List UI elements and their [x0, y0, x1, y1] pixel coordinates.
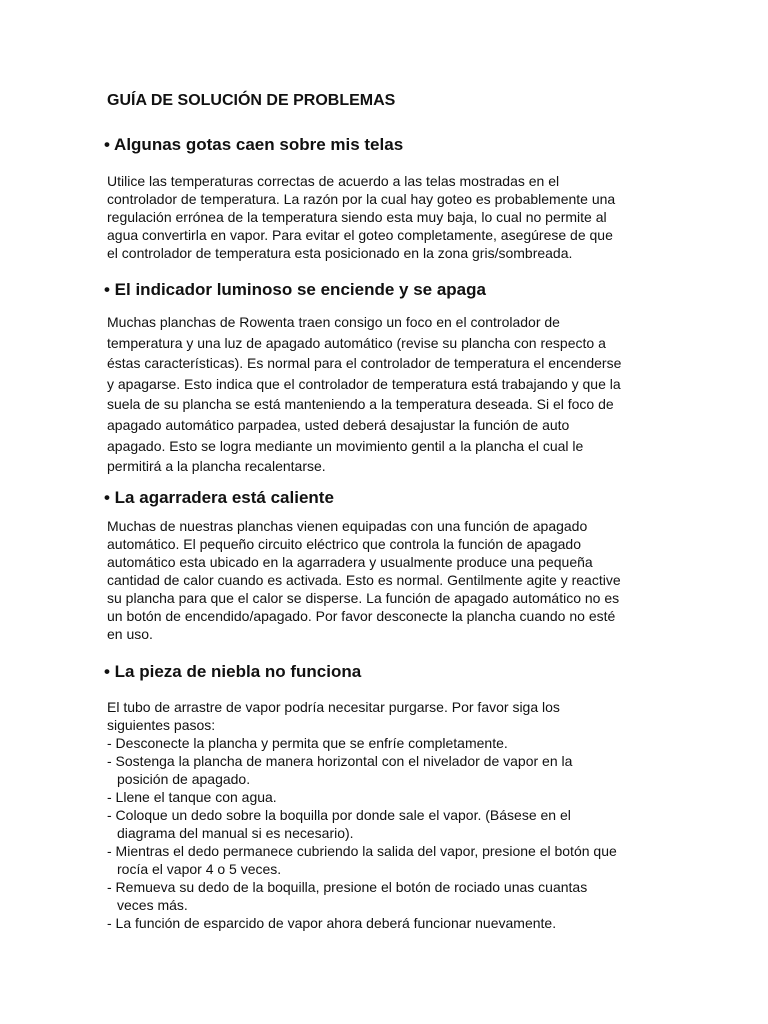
step-continuation: diagrama del manual si es necesario).	[117, 825, 354, 841]
section-body-indicator-light	[107, 312, 621, 477]
section-body-dripping	[107, 172, 615, 262]
body-line: en uso.	[107, 626, 153, 642]
step-text: - Sostenga la plancha de manera horizontal con el nivelador de vapor en la	[107, 753, 573, 769]
step-item	[107, 806, 617, 842]
step-continuation: rocía el vapor 4 o 5 veces.	[117, 861, 282, 877]
step-item	[107, 914, 617, 932]
step-continuation: veces más.	[117, 897, 188, 913]
body-line: Utilice las temperaturas correctas de acuerdo a las telas mostradas en el	[107, 173, 560, 189]
body-line: apagado automático parpadea, usted deberá desajustar la función de auto	[107, 416, 570, 433]
section-heading-mist-part: • La pieza de niebla no funciona	[104, 662, 362, 681]
step-item	[107, 752, 617, 788]
section-body-mist-part	[107, 698, 617, 932]
step-text: - Desconecte la plancha y permita que se enfríe completamente.	[107, 735, 508, 751]
body-line: el controlador de temperatura esta posicionado en la zona gris/sombreada.	[107, 245, 573, 261]
step-item	[107, 842, 617, 878]
section-heading-indicator-light: • El indicador luminoso se enciende y se apaga	[104, 280, 486, 299]
step-text: - Mientras el dedo permanece cubriendo la salida del vapor, presione el botón que	[107, 843, 617, 859]
body-line: El tubo de arrastre de vapor podría necesitar purgarse. Por favor siga los	[107, 699, 560, 715]
body-line: automático esta ubicado en la agarradera y usualmente produce una pequeña	[107, 554, 593, 570]
body-line: temperatura y una luz de apagado automático (revise su plancha con respecto a	[107, 334, 606, 351]
section-heading-dripping: • Algunas gotas caen sobre mis telas	[104, 135, 404, 154]
body-line: permitirá a la plancha recalentarse.	[107, 458, 326, 475]
body-line: apagado. Esto se logra mediante un movimiento gentil a la plancha el cual le	[107, 437, 584, 454]
step-text: - Llene el tanque con agua.	[107, 789, 277, 805]
step-text: - La función de esparcido de vapor ahora deberá funcionar nuevamente.	[107, 915, 557, 931]
body-line: agua convertirla en vapor. Para evitar el goteo completamente, asegúrese de que	[107, 227, 613, 243]
body-line: y apagarse. Esto indica que el controlador de temperatura está trabajando y que la	[107, 375, 621, 392]
body-line: su plancha para que el calor se disperse. La función de apagado automático no es	[107, 590, 620, 606]
step-continuation: posición de apagado.	[117, 771, 251, 787]
section-body-hot-handle	[107, 517, 621, 643]
body-line: Muchas planchas de Rowenta traen consigo un foco en el controlador de	[107, 314, 560, 330]
step-item	[107, 788, 617, 806]
body-line: siguientes pasos:	[107, 717, 216, 733]
body-line: éstas características). Es normal para el controlador de temperatura el encenderse	[107, 355, 622, 372]
page-title: GUÍA DE SOLUCIÓN DE PROBLEMAS	[107, 92, 396, 109]
section-heading-hot-handle: • La agarradera está caliente	[104, 488, 334, 507]
body-line: regulación errónea de la temperatura siendo esta muy baja, lo cual no permite al	[107, 209, 607, 225]
body-line: un botón de encendido/apagado. Por favor desconecte la plancha cuando no esté	[107, 608, 616, 624]
step-text: - Remueva su dedo de la boquilla, presione el botón de rociado unas cuantas	[107, 879, 588, 895]
body-line: cantidad de calor cuando es activada. Esto es normal. Gentilmente agite y reactive	[107, 572, 621, 588]
step-item	[107, 734, 617, 752]
step-item	[107, 878, 617, 914]
step-text: - Coloque un dedo sobre la boquilla por donde sale el vapor. (Básese en el	[107, 807, 571, 823]
body-line: suela de su plancha se está manteniendo a la temperatura deseada. Si el foco de	[107, 396, 614, 413]
body-line: controlador de temperatura. La razón por la cual hay goteo es probablemente una	[107, 191, 616, 207]
body-line: Muchas de nuestras planchas vienen equipadas con una función de apagado	[107, 518, 588, 534]
body-line: automático. El pequeño circuito eléctrico que controla la función de apagado	[107, 536, 581, 552]
